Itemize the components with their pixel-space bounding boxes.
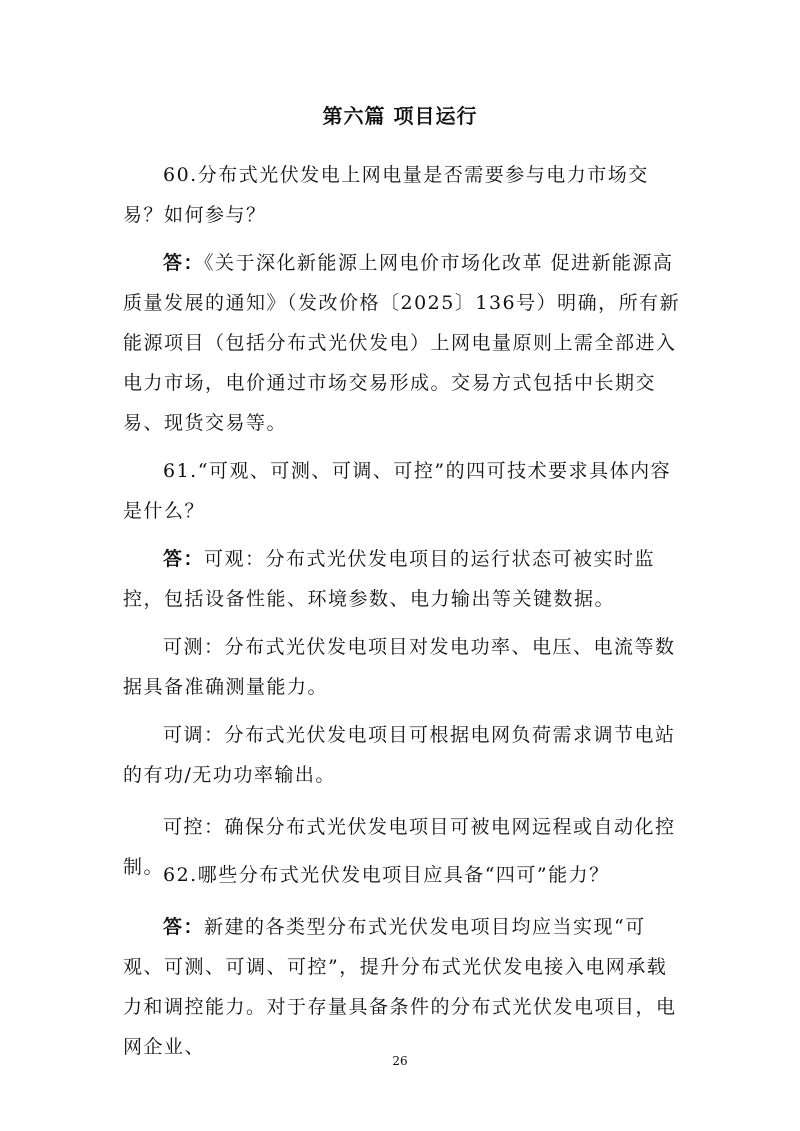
- answer-61-measurable: 可测：分布式光伏发电项目对发电功率、电压、电流等数据具备准确测量能力。: [123, 636, 676, 698]
- answer-60-text: 《关于深化新能源上网电价市场化改革 促进新能源高质量发展的通知》（发改价格〔2025〕136号）明确，所有新能源项目（包括分布式光伏发电）上网电量原则上需全部进入电力市场，电价通过市场交易形成。交易方式包括中长期交易、现货交易等。: [123, 252, 681, 434]
- answer-61-observable: [123, 539, 683, 619]
- answer-61-adjustable: 可调：分布式光伏发电项目可根据电网负荷需求调节电站的有功/无功功率输出。: [123, 724, 676, 786]
- answer-61-observable-text: 可观：分布式光伏发电项目的运行状态可被实时监控，包括设备性能、环境参数、电力输出等关键数据。: [123, 548, 656, 610]
- question-60: 60.分布式光伏发电上网电量是否需要参与电力市场交易？如何参与？: [123, 164, 649, 226]
- page-number: 26: [392, 1054, 408, 1068]
- answer-61-controllable: 可控：确保分布式光伏发电项目可被电网远程或自动化控制。: [123, 816, 676, 878]
- answer-label: 答：: [163, 916, 205, 938]
- question-61: 61.“可观、可测、可调、可控”的四可技术要求具体内容是什么？: [123, 460, 672, 522]
- answer-label: 答：: [163, 252, 205, 274]
- answer-label: 答：: [163, 548, 205, 570]
- question-62: 62.哪些分布式光伏发电项目应具备“四可”能力？: [163, 864, 610, 886]
- answer-62: [123, 907, 683, 1067]
- answer-60: [123, 243, 683, 443]
- answer-62-text: 新建的各类型分布式光伏发电项目均应当实现“可观、可测、可调、可控”，提升分布式光伏发电接入电网承载力和调控能力。对于存量具备条件的分布式光伏发电项目，电网企业、: [123, 916, 677, 1058]
- page-title: 第六篇 项目运行: [322, 104, 478, 128]
